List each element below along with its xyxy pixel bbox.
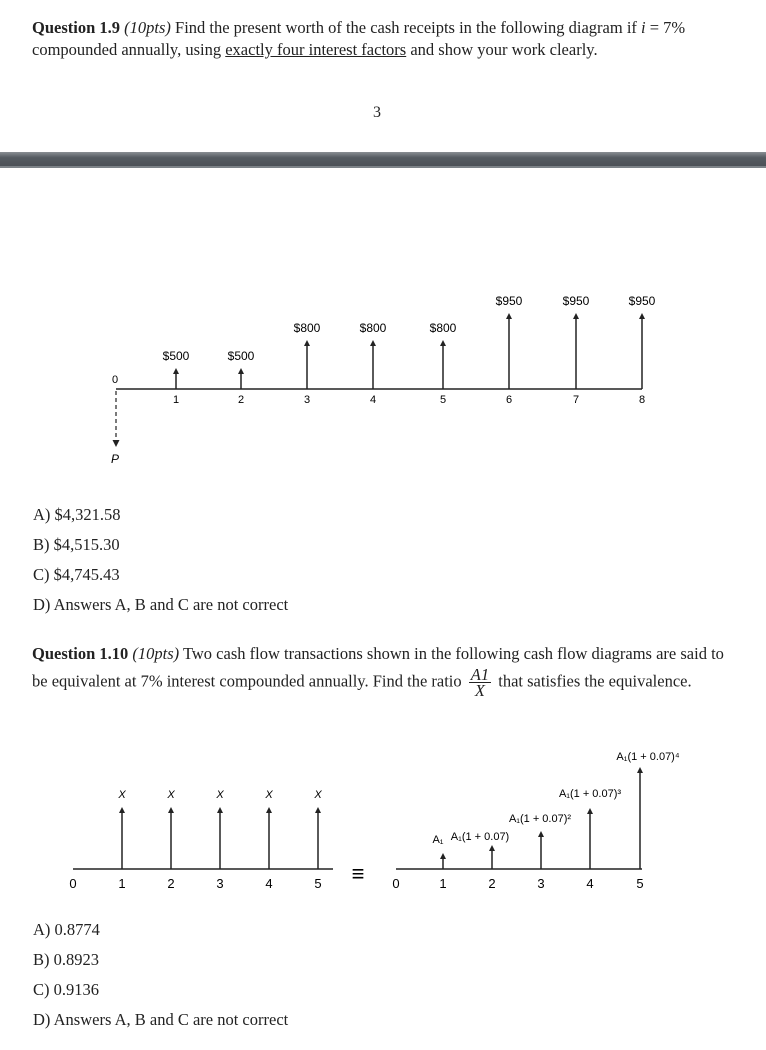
left-payment-arrow-head — [315, 807, 321, 813]
page-number: 3 — [373, 104, 381, 121]
question-points: (10pts) — [132, 644, 180, 663]
right-period-label: 4 — [586, 876, 594, 891]
right-payment-arrow-head — [637, 767, 643, 773]
left-payment-arrow-head — [217, 807, 223, 813]
left-payment-label: X — [118, 789, 126, 801]
cash-amount-label: $950 — [495, 294, 523, 308]
period-label: 6 — [505, 394, 513, 406]
underlined-requirement: exactly four interest factors — [225, 40, 407, 59]
period-label: 3 — [303, 394, 311, 406]
right-period-label: 5 — [636, 876, 644, 891]
cash-amount-label: $500 — [162, 349, 190, 363]
question-text-part: that satisfies the equivalence. — [494, 671, 692, 691]
right-period-label: 3 — [537, 876, 545, 891]
left-period-label: 3 — [216, 876, 224, 891]
question-label: Question 1.9 — [32, 18, 121, 37]
right-payment-label: A₁(1 + 0.07)³ — [558, 788, 622, 800]
cash-inflow-arrow-head — [238, 368, 244, 374]
left-payment-arrow-head — [266, 807, 272, 813]
answer-option-b[interactable]: B) 0.8923 — [33, 950, 99, 969]
right-payment-label: A₁(1 + 0.07)² — [508, 813, 572, 825]
equivalence-symbol: ≡ — [351, 861, 365, 886]
left-period-label: 4 — [265, 876, 273, 891]
right-payment-label: A₁ — [432, 834, 444, 846]
period-label: 4 — [369, 394, 377, 406]
period-label: 2 — [237, 394, 245, 406]
left-period-label: 1 — [118, 876, 126, 891]
cash-inflow-arrow-head — [304, 340, 310, 346]
period-label: 7 — [572, 394, 580, 406]
fraction-numerator: A1 — [470, 665, 490, 684]
left-payment-arrow-head — [168, 807, 174, 813]
interest-variable: i — [641, 18, 646, 37]
right-payment-arrow-head — [538, 831, 544, 837]
cash-inflow-arrow-head — [173, 368, 179, 374]
cash-flow-diagram-q9 — [0, 290, 766, 470]
left-period-label: 5 — [314, 876, 322, 891]
period-label: 5 — [439, 394, 447, 406]
cash-amount-label: $800 — [359, 321, 387, 335]
right-payment-arrow-head — [489, 845, 495, 851]
right-payment-label: A₁(1 + 0.07)⁴ — [616, 751, 680, 763]
cash-amount-label: $500 — [227, 349, 255, 363]
right-period-label: 1 — [439, 876, 447, 891]
left-period-label: 2 — [167, 876, 175, 891]
answer-option-c[interactable]: C) 0.9136 — [33, 980, 99, 999]
answer-option-a[interactable]: A) 0.8774 — [33, 920, 100, 939]
present-worth-arrowhead — [113, 440, 120, 447]
question-text-part: and show your work clearly. — [406, 40, 598, 59]
cash-flow-diagrams-q10 — [0, 745, 766, 895]
answer-option-a[interactable]: A) $4,321.58 — [33, 505, 121, 524]
cash-amount-label: $800 — [293, 321, 321, 335]
question-1-9-text — [32, 17, 732, 61]
right-payment-arrow-head — [440, 853, 446, 859]
fraction-denominator: X — [474, 681, 485, 700]
cash-inflow-arrow-head — [370, 340, 376, 346]
cash-inflow-arrow-head — [440, 340, 446, 346]
left-payment-label: X — [314, 789, 322, 801]
ratio-fraction — [469, 667, 491, 698]
period-label: 1 — [172, 394, 180, 406]
question-text-part: Find the present worth of the cash receipts in the following diagram if — [170, 18, 642, 37]
left-payment-label: X — [265, 789, 273, 801]
cash-amount-label: $800 — [429, 321, 457, 335]
cash-inflow-arrow-head — [573, 313, 579, 319]
answer-option-d[interactable]: D) Answers A, B and C are not correct — [33, 1010, 289, 1029]
present-worth-label: P — [110, 452, 120, 466]
right-period-label: 0 — [392, 876, 400, 891]
cash-amount-label: $950 — [628, 294, 656, 308]
question-text-part: Two cash flow transactions shown in the following cash flow diagrams are said to be equivalent at 7% interest compounded annually. Find the ratio — [32, 644, 724, 691]
question-label: Question 1.10 — [32, 644, 129, 663]
answer-option-b[interactable]: B) $4,515.30 — [33, 535, 120, 554]
answer-option-c[interactable]: C) $4,745.43 — [33, 565, 120, 584]
right-payment-arrow-head — [587, 808, 593, 814]
cash-amount-label: $950 — [562, 294, 590, 308]
left-period-label: 0 — [69, 876, 77, 891]
answer-option-d[interactable]: D) Answers A, B and C are not correct — [33, 595, 289, 614]
period-zero-label: 0 — [111, 374, 119, 386]
right-payment-label: A₁(1 + 0.07) — [450, 831, 510, 843]
left-payment-label: X — [167, 789, 175, 801]
period-label: 8 — [638, 394, 646, 406]
question-1-10-text — [32, 641, 732, 698]
cash-inflow-arrow-head — [639, 313, 645, 319]
question-text-part: = 7% compounded annually, using — [32, 18, 686, 59]
cash-inflow-arrow-head — [506, 313, 512, 319]
question-points: (10pts) — [124, 18, 171, 37]
right-period-label: 2 — [488, 876, 496, 891]
page-divider — [0, 152, 766, 168]
left-payment-arrow-head — [119, 807, 125, 813]
left-payment-label: X — [216, 789, 224, 801]
